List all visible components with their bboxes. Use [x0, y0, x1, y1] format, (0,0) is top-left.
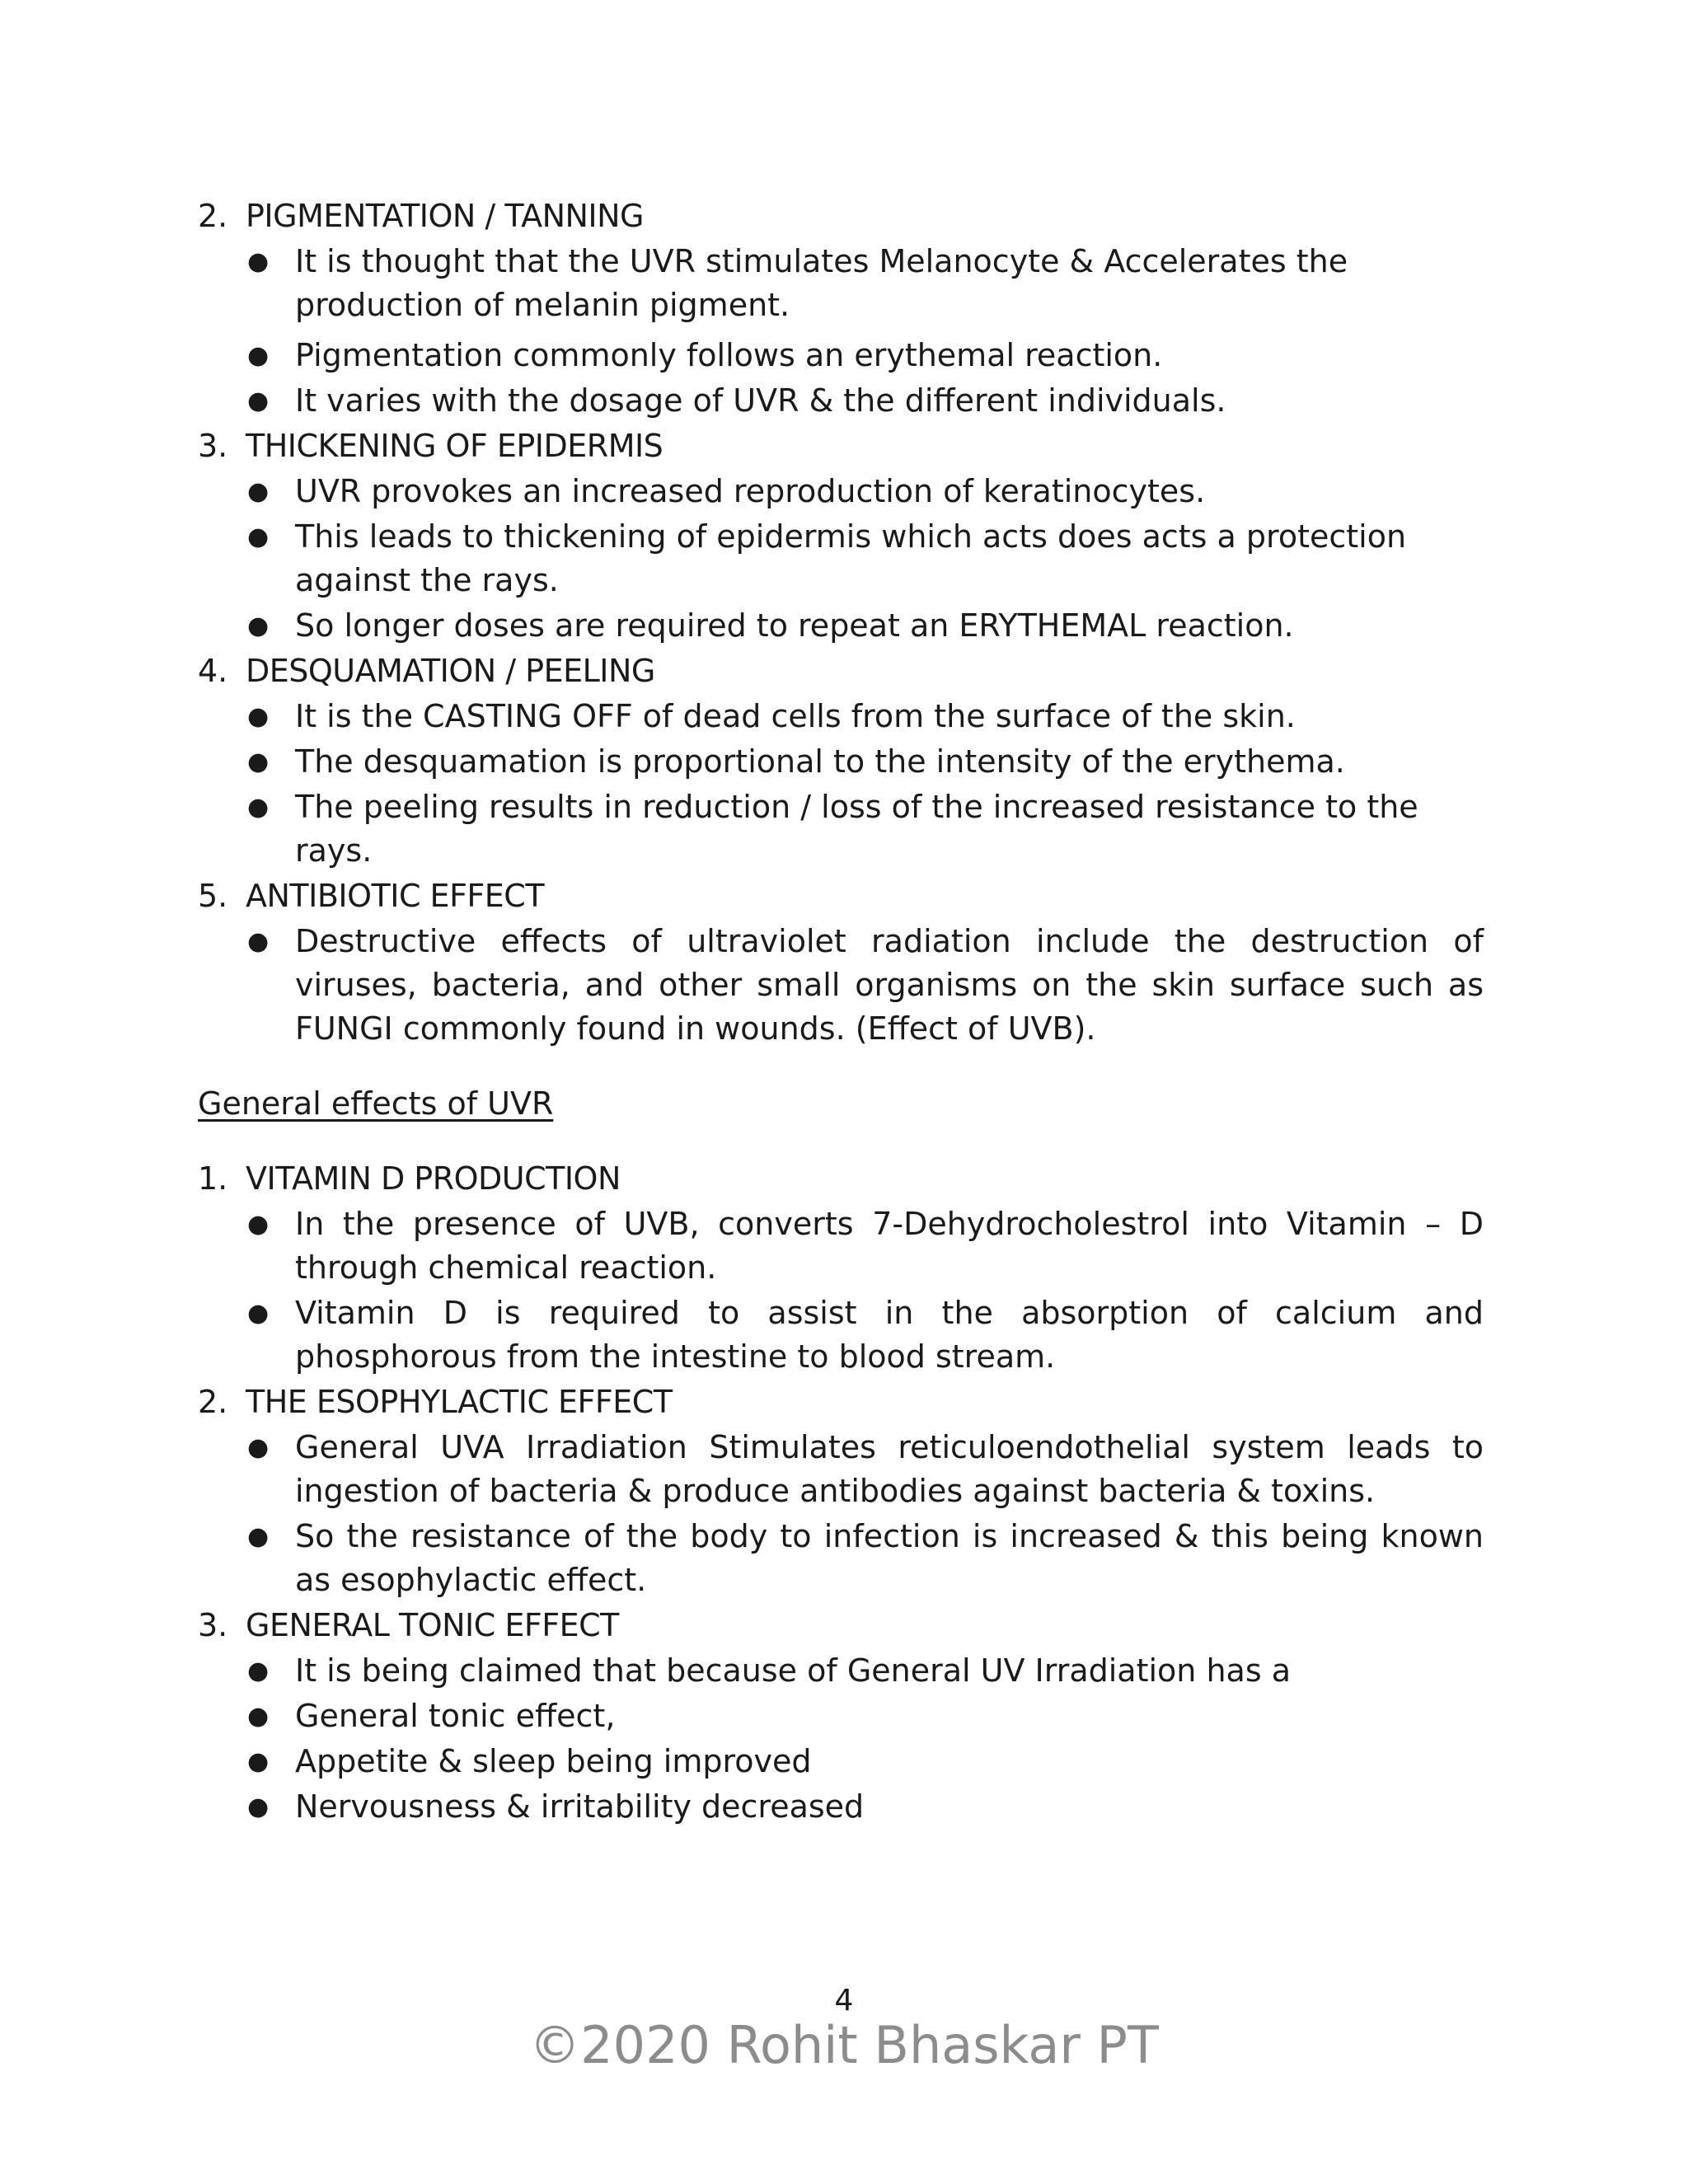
- list-item: [198, 1380, 1484, 1602]
- section-title: General effects of UVR: [198, 1085, 554, 1122]
- bullet-text: Appetite & sleep being improved: [295, 1743, 812, 1779]
- bullet-icon: ●: [247, 1210, 270, 1239]
- bullet-icon: ●: [247, 748, 270, 776]
- bullet-list: [246, 1202, 1484, 1379]
- bullet-item: [246, 920, 1484, 1051]
- item-number: 3.: [198, 1607, 228, 1643]
- bullet-text: It varies with the dosage of UVR & the different individuals.: [295, 382, 1226, 419]
- bullet-list: [246, 1426, 1484, 1602]
- bullet-icon: ●: [247, 1522, 270, 1551]
- bullet-icon: ●: [247, 793, 270, 822]
- bullet-icon: ●: [247, 247, 270, 276]
- bullet-icon: ●: [247, 927, 270, 956]
- bullet-item: [246, 785, 1484, 873]
- bullet-text: In the presence of UVB, converts 7-Dehydrocholestrol into Vitamin – D through chemical reaction.: [295, 1206, 1484, 1286]
- bullet-text: This leads to thickening of epidermis which acts does acts a protection against the rays.: [295, 518, 1407, 598]
- bullet-text: Pigmentation commonly follows an erythemal reaction.: [295, 337, 1163, 373]
- list-item: [198, 424, 1484, 648]
- bullet-list: [246, 240, 1484, 423]
- bullet-text: So longer doses are required to repeat an ERYTHEMAL reaction.: [295, 607, 1294, 644]
- bullet-item: [246, 379, 1484, 423]
- bullet-icon: ●: [247, 1299, 270, 1328]
- list-item: [198, 1157, 1484, 1379]
- bullet-text: Vitamin D is required to assist in the absorption of calcium and phosphorous from the intestine to blood stream.: [295, 1295, 1484, 1375]
- bullet-item: [246, 1694, 1484, 1738]
- item-number: 5.: [198, 878, 228, 914]
- page-content: [198, 194, 1484, 1830]
- bullet-text: UVR provokes an increased reproduction of keratinocytes.: [295, 473, 1206, 509]
- bullet-text: Destructive effects of ultraviolet radiation include the destruction of viruses, bacteria, and other small organisms on the skin surface such as FUNGI commonly found in wounds. (Effect of UVB).: [295, 923, 1484, 1047]
- bullet-list: [246, 695, 1484, 873]
- bullet-icon: ●: [247, 1747, 270, 1776]
- item-number: 2.: [198, 198, 228, 234]
- bullet-icon: ●: [247, 523, 270, 551]
- page-number: 4: [834, 1984, 854, 2018]
- bullet-icon: ●: [247, 1433, 270, 1462]
- bullet-list: [246, 1649, 1484, 1829]
- list-item: [198, 194, 1484, 423]
- bullet-icon: ●: [247, 702, 270, 731]
- bullet-item: [246, 695, 1484, 738]
- bullet-icon: ●: [247, 387, 270, 415]
- item-number: 4.: [198, 653, 228, 689]
- bullet-item: [246, 1515, 1484, 1602]
- bullet-item: [246, 604, 1484, 648]
- list-item: [198, 1604, 1484, 1829]
- item-heading: VITAMIN D PRODUCTION: [246, 1160, 621, 1197]
- bullet-item: [246, 1202, 1484, 1290]
- bullet-item: [246, 515, 1484, 602]
- copyright-footer: ©2020 Rohit Bhaskar PT: [529, 2015, 1159, 2075]
- item-heading: PIGMENTATION / TANNING: [246, 198, 644, 234]
- list-item: [198, 874, 1484, 1051]
- bullet-text: The desquamation is proportional to the intensity of the erythema.: [295, 743, 1345, 780]
- bullet-icon: ●: [247, 477, 270, 506]
- bullet-icon: ●: [247, 341, 270, 370]
- bullet-text: It is the CASTING OFF of dead cells from the surface of the skin.: [295, 698, 1296, 734]
- item-number: 3.: [198, 428, 228, 464]
- bullet-text: It is thought that the UVR stimulates Melanocyte & Accelerates the production of melanin pigment.: [295, 243, 1348, 323]
- bullet-text: The peeling results in reduction / loss of the increased resistance to the rays.: [295, 789, 1418, 869]
- item-number: 2.: [198, 1384, 228, 1420]
- bullet-item: [246, 1649, 1484, 1693]
- bullet-text: Nervousness & irritability decreased: [295, 1788, 865, 1825]
- item-heading: DESQUAMATION / PEELING: [246, 653, 655, 689]
- bullet-item: [246, 470, 1484, 513]
- bullet-item: [246, 740, 1484, 784]
- item-heading: ANTIBIOTIC EFFECT: [246, 878, 545, 914]
- bullet-item: [246, 1740, 1484, 1783]
- bullet-item: [246, 334, 1484, 377]
- item-heading: GENERAL TONIC EFFECT: [246, 1607, 619, 1643]
- bullet-list: [246, 920, 1484, 1051]
- bullet-icon: ●: [247, 1702, 270, 1731]
- item-heading: THICKENING OF EPIDERMIS: [246, 428, 663, 464]
- bullet-text: General UVA Irradiation Stimulates reticuloendothelial system leads to ingestion of bacteria & produce antibodies against bacteria & toxins.: [295, 1429, 1484, 1509]
- item-number: 1.: [198, 1160, 228, 1197]
- bullet-list: [246, 470, 1484, 648]
- bullet-item: [246, 1291, 1484, 1379]
- bullet-text: It is being claimed that because of General UV Irradiation has a: [295, 1652, 1291, 1689]
- general-effects-list: [198, 1157, 1484, 1829]
- item-heading: THE ESOPHYLACTIC EFFECT: [246, 1384, 673, 1420]
- list-item: [198, 649, 1484, 873]
- bullet-text: So the resistance of the body to infection is increased & this being known as esophylactic effect.: [295, 1518, 1484, 1598]
- bullet-text: General tonic effect,: [295, 1698, 616, 1734]
- bullet-item: [246, 1785, 1484, 1829]
- bullet-icon: ●: [247, 1793, 270, 1821]
- bullet-icon: ●: [247, 612, 270, 640]
- bullet-item: [246, 1426, 1484, 1513]
- bullet-item: [246, 240, 1484, 327]
- bullet-icon: ●: [247, 1657, 270, 1685]
- local-effects-list: [198, 194, 1484, 1051]
